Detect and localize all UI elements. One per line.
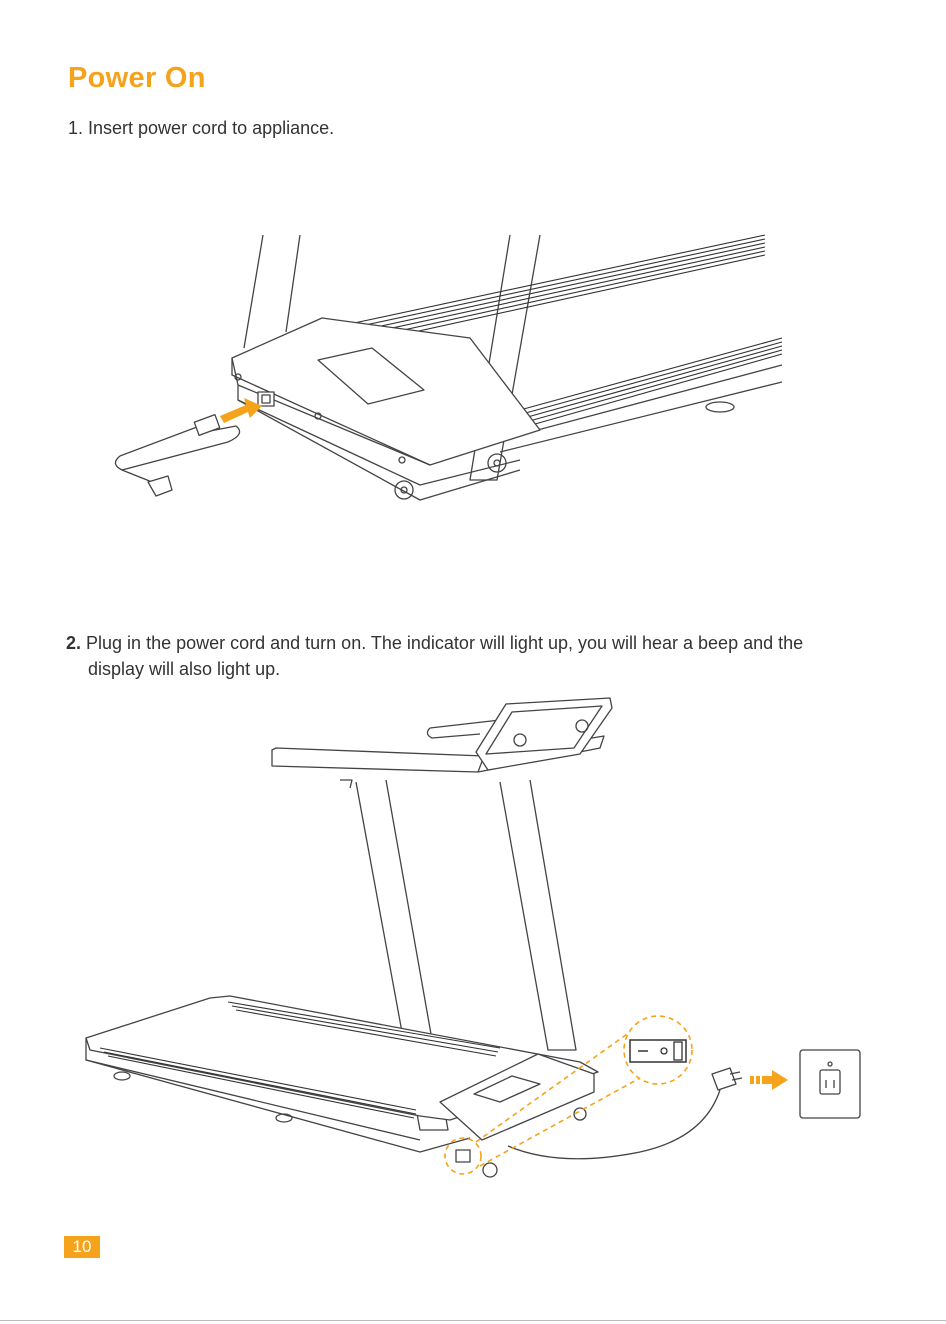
step-1-text: 1. Insert power cord to appliance. [68, 118, 335, 138]
illustration-plug-in [0, 690, 946, 1200]
step-2-text [66, 630, 886, 682]
plug-in-arrow-icon [750, 1070, 788, 1090]
power-switch-icon [630, 1040, 686, 1062]
step-2-line-1: Plug in the power cord and turn on. The indicator will light up, you will hear a beep and the [86, 633, 804, 653]
illustration-insert-cord [0, 220, 946, 520]
page-number: 10 [64, 1236, 100, 1258]
page-title: Power On [68, 62, 206, 94]
step-2-line-2: display will also light up. [88, 659, 281, 679]
step-2-number: 2. [66, 633, 82, 653]
page-bottom-rule [0, 1320, 946, 1321]
